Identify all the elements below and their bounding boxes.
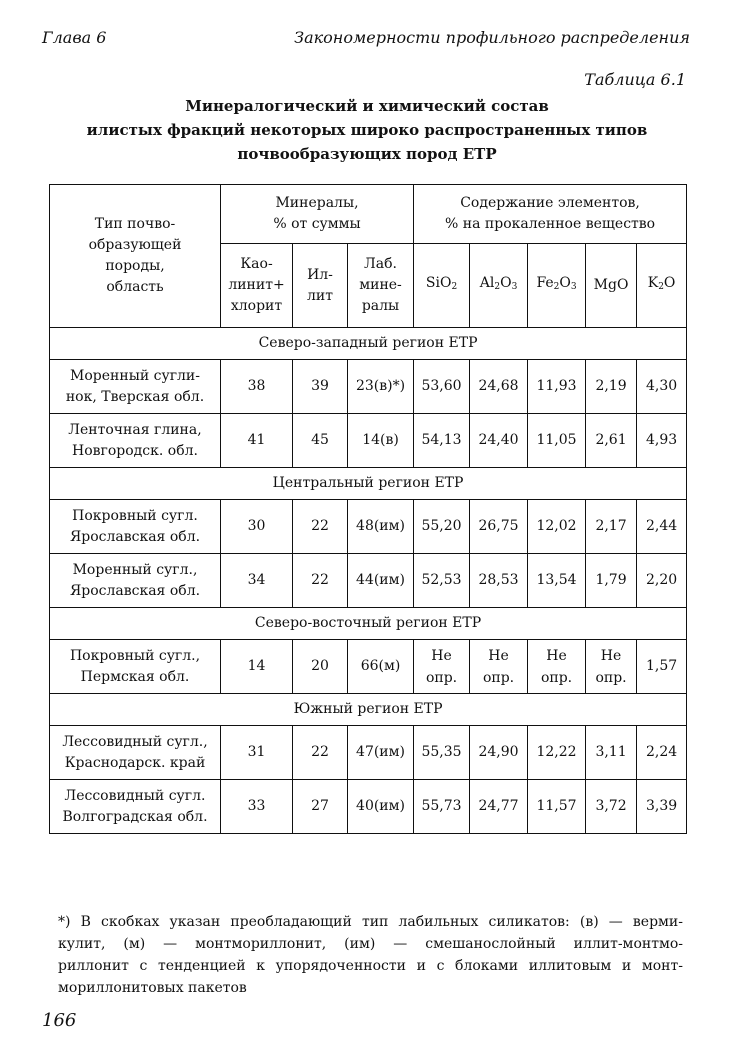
value-cell: 11,05: [528, 414, 586, 468]
value-cell: 39: [293, 360, 348, 414]
value-cell: 24,68: [470, 360, 528, 414]
table-row: [50, 360, 687, 414]
rock-type-line: Лессовидный сугл.: [64, 787, 206, 804]
rock-type-line: Лессовидный сугл.,: [62, 733, 208, 750]
table-row: [50, 780, 687, 834]
value-cell: 27: [293, 780, 348, 834]
value-cell: Не опр.: [414, 640, 470, 694]
value-cell: 4,30: [637, 360, 687, 414]
region-row: [50, 694, 687, 726]
rock-type-line: Ярославская обл.: [69, 528, 201, 545]
value-cell: 12,02: [528, 500, 586, 554]
value-cell: 24,90: [470, 726, 528, 780]
chapter-label: Глава 6: [42, 28, 107, 47]
data-table: [49, 184, 687, 834]
value-cell: Не опр.: [528, 640, 586, 694]
value-cell: 11,57: [528, 780, 586, 834]
value-cell: 47(им): [348, 726, 414, 780]
col-header-sio2: [414, 244, 470, 328]
col-header-kaolinite: [221, 244, 293, 328]
value-cell: 23(в)*): [348, 360, 414, 414]
chem-base: SiO: [425, 275, 452, 291]
value-cell: 34: [221, 554, 293, 608]
rock-type-line: Волгоградская обл.: [62, 808, 208, 825]
chem-sub: 2: [451, 282, 458, 292]
col-header-mgo: [586, 244, 637, 328]
value-cell: 2,44: [637, 500, 687, 554]
footnote-line: риллонит с тенденцией к упорядоченности и с блоками иллитовым и монт-: [58, 958, 683, 974]
page-number: 166: [42, 1010, 77, 1031]
group-header-minerals: [221, 185, 414, 244]
rock-type-cell: [50, 500, 221, 554]
value-cell: 53,60: [414, 360, 470, 414]
value-cell: 33: [221, 780, 293, 834]
value-cell: 22: [293, 554, 348, 608]
chem-tail: O: [663, 275, 676, 291]
table-row: [50, 500, 687, 554]
rock-type-line: Ярославская обл.: [69, 582, 201, 599]
col-header-labile: [348, 244, 414, 328]
value-cell: 24,77: [470, 780, 528, 834]
footnote-line: кулит, (м) — монтмориллонит, (им) — смешанослойный иллит-монтмо-: [58, 936, 683, 952]
group-header-line: % на прокаленное вещество: [445, 216, 656, 232]
col-header-line: Ил-: [307, 266, 333, 283]
table-row: [50, 414, 687, 468]
rock-type-line: Покровный сугл.: [72, 507, 198, 524]
col-header-type: [50, 185, 221, 328]
region-name: Южный регион ЕТР: [50, 694, 687, 726]
chem-base: K: [647, 275, 659, 291]
group-header-elements: [414, 185, 687, 244]
value-cell: 2,19: [586, 360, 637, 414]
footnote: [58, 911, 683, 999]
value-cell: 1,57: [637, 640, 687, 694]
value-cell: 66(м): [348, 640, 414, 694]
value-cell: 3,72: [586, 780, 637, 834]
value-cell: 2,20: [637, 554, 687, 608]
chem-tail: O: [500, 275, 512, 291]
value-cell: 44(им): [348, 554, 414, 608]
value-cell: 48(им): [348, 500, 414, 554]
running-title: Закономерности профильного распределения: [294, 28, 690, 47]
rock-type-line: Моренный сугли-: [70, 367, 200, 384]
col-header-line: Као-: [240, 256, 273, 272]
rock-type-cell: [50, 414, 221, 468]
chem-sub: 2: [494, 282, 501, 292]
col-header-type-line: Тип почво-: [94, 216, 176, 232]
chem-sub: 3: [511, 282, 518, 292]
value-cell: 24,40: [470, 414, 528, 468]
table-row: [50, 554, 687, 608]
group-header-line: % от суммы: [273, 216, 361, 232]
value-cell: 2,17: [586, 500, 637, 554]
rock-type-cell: [50, 640, 221, 694]
col-header-line: лит: [307, 287, 333, 304]
col-header-line: ралы: [361, 298, 400, 314]
region-name: Северо-западный регион ЕТР: [50, 328, 687, 360]
region-row: [50, 468, 687, 500]
col-header-line: линит+: [228, 277, 285, 293]
region-row: [50, 328, 687, 360]
chem-base: Al: [479, 275, 495, 291]
value-cell: 3,39: [637, 780, 687, 834]
value-cell: 55,73: [414, 780, 470, 834]
value-cell: 11,93: [528, 360, 586, 414]
chem-base: Fe: [536, 275, 554, 291]
rock-type-line: Новгородск. обл.: [72, 442, 198, 459]
rock-type-line: нок, Тверская обл.: [65, 388, 205, 405]
rock-type-line: Покровный сугл.,: [69, 647, 201, 664]
chem-base: MgO: [593, 277, 629, 293]
value-cell: 45: [293, 414, 348, 468]
value-cell: 41: [221, 414, 293, 468]
col-header-line: мине-: [359, 277, 402, 293]
value-cell: 55,35: [414, 726, 470, 780]
value-cell: 22: [293, 726, 348, 780]
chem-sub: 2: [658, 282, 664, 292]
rock-type-cell: [50, 360, 221, 414]
table-body: [50, 328, 687, 834]
table-title: [0, 94, 734, 166]
col-header-line: Лаб.: [364, 256, 397, 272]
running-header: [42, 28, 690, 47]
col-header-type-line: образующей: [88, 237, 182, 253]
value-cell: 22: [293, 500, 348, 554]
table-title-line: Минералогический и химический состав: [185, 97, 549, 115]
value-cell: 31: [221, 726, 293, 780]
value-cell: 20: [293, 640, 348, 694]
value-cell: Не опр.: [470, 640, 528, 694]
rock-type-cell: [50, 726, 221, 780]
table-label: Таблица 6.1: [584, 70, 686, 89]
chem-sub: 3: [570, 282, 577, 292]
value-cell: 14(в): [348, 414, 414, 468]
col-header-al2o3: [470, 244, 528, 328]
value-cell: 2,24: [637, 726, 687, 780]
table-row: [50, 726, 687, 780]
value-cell: 3,11: [586, 726, 637, 780]
col-header-type-line: породы,: [105, 258, 165, 274]
rock-type-cell: [50, 780, 221, 834]
value-cell: Не опр.: [586, 640, 637, 694]
rock-type-line: Моренный сугл.,: [72, 561, 198, 578]
col-header-fe2o3: [528, 244, 586, 328]
region-row: [50, 608, 687, 640]
value-cell: 30: [221, 500, 293, 554]
rock-type-line: Пермская обл.: [80, 668, 190, 685]
rock-type-cell: [50, 554, 221, 608]
col-header-line: хлорит: [230, 298, 283, 314]
value-cell: 2,61: [586, 414, 637, 468]
group-header-line: Содержание элементов,: [460, 195, 640, 211]
footnote-line: мориллонитовых пакетов: [58, 980, 247, 996]
value-cell: 14: [221, 640, 293, 694]
value-cell: 55,20: [414, 500, 470, 554]
value-cell: 54,13: [414, 414, 470, 468]
value-cell: 26,75: [470, 500, 528, 554]
region-name: Северо-восточный регион ЕТР: [50, 608, 687, 640]
value-cell: 13,54: [528, 554, 586, 608]
value-cell: 4,93: [637, 414, 687, 468]
table-row: [50, 640, 687, 694]
value-cell: 1,79: [586, 554, 637, 608]
col-header-type-line: область: [106, 279, 164, 295]
table-title-line: илистых фракций некоторых широко распространенных типов: [86, 121, 648, 139]
value-cell: 28,53: [470, 554, 528, 608]
value-cell: 38: [221, 360, 293, 414]
chem-tail: O: [559, 275, 571, 291]
group-header-line: Минералы,: [275, 195, 359, 211]
chem-sub: 2: [553, 282, 560, 292]
table-title-line: почвообразующих пород ЕТР: [237, 145, 497, 163]
col-header-illite: [293, 244, 348, 328]
region-name: Центральный регион ЕТР: [50, 468, 687, 500]
value-cell: 12,22: [528, 726, 586, 780]
value-cell: 40(им): [348, 780, 414, 834]
footnote-line: *) В скобках указан преобладающий тип лабильных силикатов: (в) — верми-: [58, 914, 683, 930]
col-header-k2o: [637, 244, 687, 328]
rock-type-line: Ленточная глина,: [68, 421, 202, 438]
rock-type-line: Краснодарск. край: [64, 754, 206, 771]
value-cell: 52,53: [414, 554, 470, 608]
